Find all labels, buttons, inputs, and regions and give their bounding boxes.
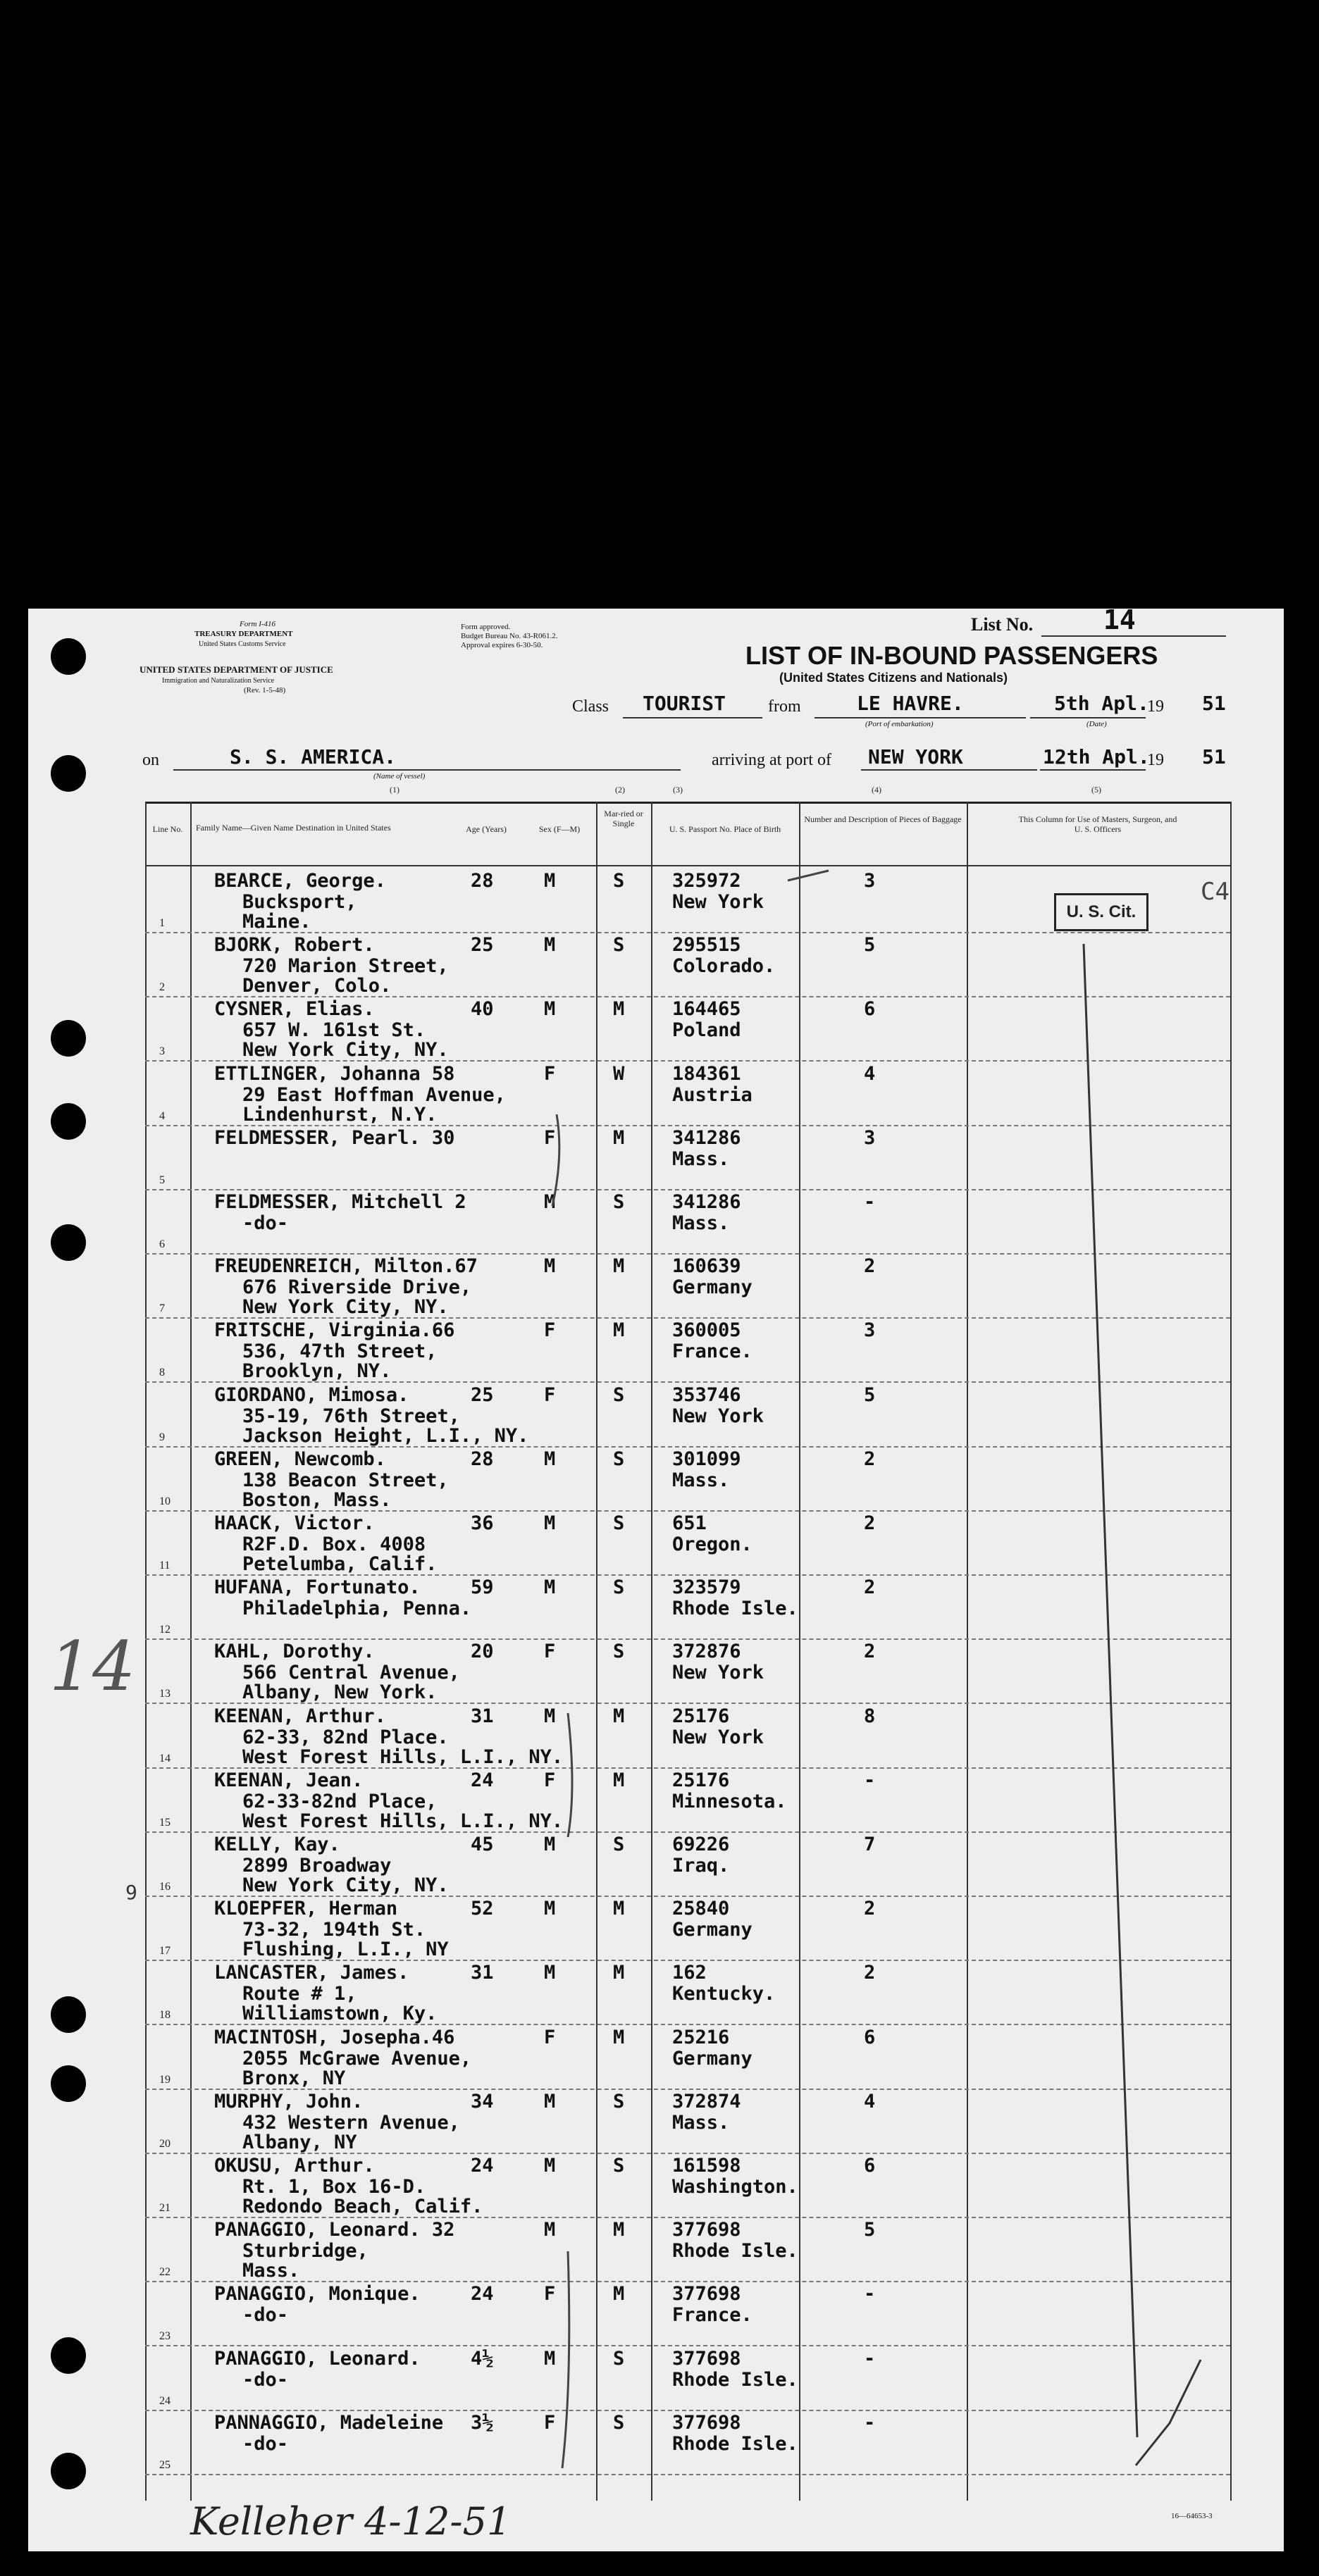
passenger-marital-status: S xyxy=(613,934,625,956)
baggage-count: 2 xyxy=(864,1962,876,1984)
passport-number: 377698 xyxy=(672,2412,741,2434)
header-officers: This Column for Use of Masters, Surgeon, and U. S. Officers xyxy=(1018,814,1177,834)
class-value: TOURIST xyxy=(643,692,726,715)
line-number: 8 xyxy=(159,1367,165,1379)
col-num-2: (2) xyxy=(615,785,625,795)
passenger-address-2: Denver, Colo. xyxy=(242,975,392,997)
place-of-birth: Rhode Isle. xyxy=(672,1598,798,1619)
col-num-4: (4) xyxy=(872,785,881,795)
arrival-date: 12th Apl. xyxy=(1043,745,1150,769)
inspector-signature: Kelleher 4-12-51 xyxy=(190,2499,512,2544)
passenger-name: ETTLINGER, Johanna 58 xyxy=(214,1063,455,1085)
passport-number: 377698 xyxy=(672,2219,741,2241)
line-number: 17 xyxy=(159,1945,171,1957)
departure-year: 51 xyxy=(1202,692,1226,715)
passport-number: 295515 xyxy=(672,934,741,956)
place-of-birth: New York xyxy=(672,1662,764,1684)
passport-number: 377698 xyxy=(672,2283,741,2305)
passport-number: 184361 xyxy=(672,1063,741,1085)
margin-note-2: 9 xyxy=(125,1881,137,1904)
check-mark xyxy=(788,871,829,881)
footer-code: 16—64653-3 xyxy=(1171,2512,1213,2520)
passenger-address-2: New York City, NY. xyxy=(242,1874,449,1896)
passenger-age: 24 xyxy=(471,1769,494,1791)
place-of-birth: Oregon. xyxy=(672,1533,753,1555)
passenger-age: 36 xyxy=(471,1512,494,1534)
line-number: 13 xyxy=(159,1688,171,1700)
passenger-address-2: Albany, NY xyxy=(242,2132,357,2153)
passenger-name: PANNAGGIO, Madeleine xyxy=(214,2412,444,2434)
passenger-address-2: Bronx, NY xyxy=(242,2067,346,2089)
passport-number: 325972 xyxy=(672,870,741,892)
baggage-count: 2 xyxy=(864,1512,876,1534)
place-of-birth: Mass. xyxy=(672,1212,730,1234)
place-of-birth: Iraq. xyxy=(672,1855,730,1877)
passenger-address-1: -do- xyxy=(242,1212,289,1234)
passenger-sex: M xyxy=(544,870,556,892)
passenger-marital-status: S xyxy=(613,870,625,892)
passenger-sex: F xyxy=(544,1319,556,1341)
place-of-birth: New York xyxy=(672,891,764,913)
arrival-year: 51 xyxy=(1202,745,1226,769)
place-of-birth: Washington. xyxy=(672,2176,798,2198)
passenger-address-1: 2055 McGrawe Avenue, xyxy=(242,2048,472,2070)
passenger-sex: F xyxy=(544,1384,556,1406)
col-num-1: (1) xyxy=(390,785,400,795)
passenger-address-1: 536, 47th Street, xyxy=(242,1340,438,1362)
header-baggage: Number and Description of Pieces of Baggage xyxy=(804,814,962,824)
baggage-count: 4 xyxy=(864,1063,876,1085)
passenger-sex: M xyxy=(544,998,556,1020)
passenger-name: GREEN, Newcomb. xyxy=(214,1448,386,1470)
baggage-count: 2 xyxy=(864,1576,876,1598)
departure-century: 19 xyxy=(1147,697,1164,716)
passport-number: 341286 xyxy=(672,1191,741,1213)
baggage-count: 2 xyxy=(864,1448,876,1470)
passenger-sex: M xyxy=(544,2219,556,2241)
passenger-address-1: 62-33-82nd Place, xyxy=(242,1791,438,1812)
from-label: from xyxy=(768,697,801,716)
passenger-age: 31 xyxy=(471,1705,494,1727)
passenger-marital-status: S xyxy=(613,2412,625,2434)
passenger-address-1: 73-32, 194th St. xyxy=(242,1919,426,1941)
vessel-name: S. S. AMERICA. xyxy=(230,745,397,769)
passenger-marital-status: M xyxy=(613,2027,625,2048)
passenger-name: OKUSU, Arthur. xyxy=(214,2155,375,2177)
passenger-sex: M xyxy=(544,1705,556,1727)
margin-note: 14 xyxy=(49,1627,136,1706)
passenger-sex: M xyxy=(544,934,556,956)
passenger-sex: M xyxy=(544,2091,556,2113)
passenger-address-1: Rt. 1, Box 16-D. xyxy=(242,2176,426,2198)
passenger-sex: M xyxy=(544,1834,556,1855)
passenger-marital-status: M xyxy=(613,1962,625,1984)
passport-number: 372874 xyxy=(672,2091,741,2113)
passenger-marital-status: S xyxy=(613,1576,625,1598)
place-of-birth: Mass. xyxy=(672,2112,730,2134)
passenger-address-1: Route # 1, xyxy=(242,1983,357,2005)
passenger-address-2: Williamstown, Ky. xyxy=(242,2003,438,2024)
passenger-name: PANAGGIO, Leonard. xyxy=(214,2348,421,2370)
place-of-birth: France. xyxy=(672,2304,753,2326)
passenger-age: 3½ xyxy=(471,2412,494,2434)
baggage-count: - xyxy=(864,1191,876,1213)
place-of-birth: New York xyxy=(672,1726,764,1748)
baggage-count: 6 xyxy=(864,2027,876,2048)
baggage-count: 2 xyxy=(864,1641,876,1662)
passport-number: 353746 xyxy=(672,1384,741,1406)
header-name: Family Name—Given Name Destination in United States xyxy=(196,823,391,833)
passport-number: 160639 xyxy=(672,1255,741,1277)
baggage-count: 6 xyxy=(864,2155,876,2177)
customs-service: United States Customs Service xyxy=(199,640,286,648)
line-number: 23 xyxy=(159,2330,171,2342)
line-number: 7 xyxy=(159,1302,165,1314)
passenger-sex: M xyxy=(544,1512,556,1534)
bracket-mark xyxy=(568,1713,572,1837)
corner-note: C4 xyxy=(1201,878,1230,906)
passenger-address-2: Brooklyn, NY. xyxy=(242,1360,392,1382)
passenger-address-2: Albany, New York. xyxy=(242,1681,438,1703)
place-of-birth: Germany xyxy=(672,1919,753,1941)
passport-number: 301099 xyxy=(672,1448,741,1470)
passenger-marital-status: S xyxy=(613,1512,625,1534)
line-number: 15 xyxy=(159,1817,171,1829)
place-of-birth: Rhode Isle. xyxy=(672,2369,798,2391)
baggage-count: 6 xyxy=(864,998,876,1020)
passport-number: 372876 xyxy=(672,1641,741,1662)
passenger-marital-status: S xyxy=(613,1448,625,1470)
place-of-birth: Colorado. xyxy=(672,955,776,977)
line-number: 11 xyxy=(159,1560,171,1572)
passenger-sex: F xyxy=(544,2027,556,2048)
passenger-marital-status: M xyxy=(613,2283,625,2305)
place-of-birth: Kentucky. xyxy=(672,1983,776,2005)
passport-number: 341286 xyxy=(672,1127,741,1149)
col-num-5: (5) xyxy=(1091,785,1101,795)
form-number: Form I-416 xyxy=(240,620,276,628)
header-married: Mar-ried or Single xyxy=(604,809,643,828)
vessel-caption: (Name of vessel) xyxy=(373,772,426,780)
place-of-birth: Mass. xyxy=(672,1148,730,1170)
passport-number: 651 xyxy=(672,1512,707,1534)
passport-number: 164465 xyxy=(672,998,741,1020)
passenger-sex: F xyxy=(544,1127,556,1149)
passenger-age: 25 xyxy=(471,1384,494,1406)
passenger-address-2: New York City, NY. xyxy=(242,1296,449,1318)
departure-date: 5th Apl. xyxy=(1054,692,1149,715)
passenger-sex: F xyxy=(544,1641,556,1662)
baggage-count: 7 xyxy=(864,1834,876,1855)
line-number: 4 xyxy=(159,1110,165,1122)
baggage-count: 5 xyxy=(864,1384,876,1406)
passenger-name: HAACK, Victor. xyxy=(214,1512,375,1534)
passenger-address-1: -do- xyxy=(242,2433,289,2455)
line-number: 2 xyxy=(159,981,165,993)
place-of-birth: Germany xyxy=(672,2048,753,2070)
passenger-marital-status: M xyxy=(613,1898,625,1919)
passenger-name: FREUDENREICH, Milton.67 xyxy=(214,1255,478,1277)
baggage-count: - xyxy=(864,2283,876,2305)
header-line-no: Line No. xyxy=(152,824,183,834)
baggage-count: - xyxy=(864,2348,876,2370)
place-of-birth: Poland xyxy=(672,1019,741,1041)
passenger-name: FRITSCHE, Virginia.66 xyxy=(214,1319,455,1341)
line-number: 12 xyxy=(159,1624,171,1636)
passenger-marital-status: M xyxy=(613,998,625,1020)
passenger-sex: M xyxy=(544,2155,556,2177)
class-label: Class xyxy=(572,697,609,716)
passenger-marital-status: M xyxy=(613,2219,625,2241)
ins-service: Immigration and Naturalization Service xyxy=(162,677,275,685)
passport-number: 162 xyxy=(672,1962,707,1984)
justice-dept: UNITED STATES DEPARTMENT OF JUSTICE xyxy=(140,664,333,675)
baggage-count: 4 xyxy=(864,2091,876,2113)
passenger-name: HUFANA, Fortunato. xyxy=(214,1576,421,1598)
passenger-age: 34 xyxy=(471,2091,494,2113)
passenger-marital-status: S xyxy=(613,1384,625,1406)
passenger-marital-status: M xyxy=(613,1127,625,1149)
passenger-sex: F xyxy=(544,1063,556,1085)
passenger-sex: M xyxy=(544,1255,556,1277)
date-caption: (Date) xyxy=(1086,720,1107,728)
baggage-count: 3 xyxy=(864,1319,876,1341)
passenger-marital-status: M xyxy=(613,1255,625,1277)
passport-number: 25840 xyxy=(672,1898,730,1919)
passenger-marital-status: S xyxy=(613,2155,625,2177)
passenger-address-1: -do- xyxy=(242,2369,289,2391)
passenger-marital-status: S xyxy=(613,1191,625,1213)
passenger-sex: F xyxy=(544,1769,556,1791)
passport-number: 377698 xyxy=(672,2348,741,2370)
baggage-count: 3 xyxy=(864,1127,876,1149)
passenger-name: KAHL, Dorothy. xyxy=(214,1641,375,1662)
passenger-age: 4½ xyxy=(471,2348,494,2370)
passenger-marital-status: S xyxy=(613,1834,625,1855)
header-sex: Sex (F—M) xyxy=(538,824,581,834)
arriving-label: arriving at port of xyxy=(712,751,831,769)
passenger-address-2: Mass. xyxy=(242,2260,300,2282)
place-of-birth: Mass. xyxy=(672,1469,730,1491)
passenger-age: 25 xyxy=(471,934,494,956)
passenger-marital-status: S xyxy=(613,1641,625,1662)
arrival-port: NEW YORK xyxy=(868,745,963,769)
passenger-name: BJORK, Robert. xyxy=(214,934,375,956)
place-of-birth: France. xyxy=(672,1340,753,1362)
baggage-count: - xyxy=(864,1769,876,1791)
passenger-address-2: Jackson Height, L.I., NY. xyxy=(242,1425,529,1447)
passenger-age: 24 xyxy=(471,2283,494,2305)
check-mark xyxy=(1136,2360,1201,2465)
line-number: 6 xyxy=(159,1238,165,1250)
port-caption: (Port of embarkation) xyxy=(865,720,934,728)
revision: (Rev. 1-5-48) xyxy=(244,686,286,695)
passenger-address-1: R2F.D. Box. 4008 xyxy=(242,1533,426,1555)
passenger-sex: M xyxy=(544,1191,556,1213)
passenger-sex: M xyxy=(544,1962,556,1984)
header-age: Age (Years) xyxy=(466,824,507,834)
passenger-marital-status: S xyxy=(613,2348,625,2370)
passenger-address-2: Petelumba, Calif. xyxy=(242,1553,438,1575)
passenger-age: 24 xyxy=(471,2155,494,2177)
line-number: 20 xyxy=(159,2138,171,2150)
passenger-name: MURPHY, John. xyxy=(214,2091,364,2113)
bracket-mark xyxy=(552,1114,559,1206)
passenger-age: 40 xyxy=(471,998,494,1020)
passenger-name: MACINTOSH, Josepha.46 xyxy=(214,2027,455,2048)
line-number: 10 xyxy=(159,1495,171,1507)
passenger-marital-status: W xyxy=(613,1063,625,1085)
approval-line-2: Budget Bureau No. 43-R061.2. xyxy=(461,632,558,640)
line-number: 21 xyxy=(159,2202,171,2214)
passenger-name: FELDMESSER, Pearl. 30 xyxy=(214,1127,455,1149)
passenger-age: 28 xyxy=(471,1448,494,1470)
passenger-sex: M xyxy=(544,1448,556,1470)
line-number: 22 xyxy=(159,2266,171,2278)
line-number: 9 xyxy=(159,1431,165,1443)
passenger-name: FELDMESSER, Mitchell 2 xyxy=(214,1191,466,1213)
passport-number: 323579 xyxy=(672,1576,741,1598)
passenger-address-1: 62-33, 82nd Place. xyxy=(242,1726,449,1748)
baggage-count: 5 xyxy=(864,2219,876,2241)
passenger-address-1: Bucksport, xyxy=(242,891,357,913)
passenger-address-1: 2899 Broadway xyxy=(242,1855,392,1877)
passenger-sex: F xyxy=(544,2283,556,2305)
place-of-birth: Rhode Isle. xyxy=(672,2433,798,2455)
line-number: 18 xyxy=(159,2009,171,2021)
place-of-birth: Minnesota. xyxy=(672,1791,787,1812)
from-value: LE HAVRE. xyxy=(857,692,964,715)
passenger-sex: F xyxy=(544,2412,556,2434)
passenger-address-1: 138 Beacon Street, xyxy=(242,1469,449,1491)
passenger-name: PANAGGIO, Leonard. 32 xyxy=(214,2219,455,2241)
line-number: 19 xyxy=(159,2074,171,2086)
vertical-tick-line xyxy=(1084,944,1137,2437)
line-number: 16 xyxy=(159,1881,171,1893)
passenger-address-1: Sturbridge, xyxy=(242,2240,369,2262)
passport-number: 25216 xyxy=(672,2027,730,2048)
passenger-address-1: 432 Western Avenue, xyxy=(242,2112,460,2134)
passport-number: 69226 xyxy=(672,1834,730,1855)
passenger-name: LANCASTER, James. xyxy=(214,1962,409,1984)
passenger-sex: M xyxy=(544,1576,556,1598)
on-label: on xyxy=(142,751,159,769)
baggage-count: 8 xyxy=(864,1705,876,1727)
passport-number: 161598 xyxy=(672,2155,741,2177)
baggage-count: 2 xyxy=(864,1898,876,1919)
col-num-3: (3) xyxy=(673,785,683,795)
passenger-address-1: 566 Central Avenue, xyxy=(242,1662,460,1684)
passenger-sex: M xyxy=(544,1898,556,1919)
line-number: 14 xyxy=(159,1753,171,1765)
passenger-name: KELLY, Kay. xyxy=(214,1834,340,1855)
passenger-age: 45 xyxy=(471,1834,494,1855)
passport-number: 25176 xyxy=(672,1769,730,1791)
passenger-name: KLOEPFER, Herman xyxy=(214,1898,398,1919)
line-number: 3 xyxy=(159,1045,165,1057)
passenger-marital-status: M xyxy=(613,1705,625,1727)
place-of-birth: Germany xyxy=(672,1276,753,1298)
passenger-name: KEENAN, Jean. xyxy=(214,1769,364,1791)
passenger-age: 52 xyxy=(471,1898,494,1919)
passport-number: 25176 xyxy=(672,1705,730,1727)
passenger-address-1: 657 W. 161st St. xyxy=(242,1019,426,1041)
passenger-address-1: 676 Riverside Drive, xyxy=(242,1276,472,1298)
passenger-age: 59 xyxy=(471,1576,494,1598)
place-of-birth: Rhode Isle. xyxy=(672,2240,798,2262)
passenger-address-1: 35-19, 76th Street, xyxy=(242,1405,460,1427)
form-title: LIST OF IN-BOUND PASSENGERS xyxy=(745,641,1158,670)
passenger-address-1: 29 East Hoffman Avenue, xyxy=(242,1084,506,1106)
bracket-mark xyxy=(562,2251,569,2468)
passenger-address-1: -do- xyxy=(242,2304,289,2326)
passenger-name: BEARCE, George. xyxy=(214,870,386,892)
treasury-dept: TREASURY DEPARTMENT xyxy=(194,630,293,638)
passenger-address-2: Flushing, L.I., NY xyxy=(242,1939,449,1960)
line-number: 5 xyxy=(159,1174,165,1186)
place-of-birth: New York xyxy=(672,1405,764,1427)
passenger-age: 28 xyxy=(471,870,494,892)
passenger-address-1: Philadelphia, Penna. xyxy=(242,1598,472,1619)
line-number: 24 xyxy=(159,2395,171,2407)
passenger-age: 20 xyxy=(471,1641,494,1662)
approval-line-3: Approval expires 6-30-50. xyxy=(461,641,543,649)
passenger-address-2: West Forest Hills, L.I., NY. xyxy=(242,1746,564,1768)
passenger-name: KEENAN, Arthur. xyxy=(214,1705,386,1727)
us-citizen-stamp: U. S. Cit. xyxy=(1054,893,1148,931)
passenger-address-1: 720 Marion Street, xyxy=(242,955,449,977)
passenger-marital-status: S xyxy=(613,2091,625,2113)
place-of-birth: Austria xyxy=(672,1084,753,1106)
passenger-address-2: Lindenhurst, N.Y. xyxy=(242,1104,438,1126)
passenger-address-2: Maine. xyxy=(242,911,311,933)
approval-line-1: Form approved. xyxy=(461,623,511,631)
passenger-sex: M xyxy=(544,2348,556,2370)
passenger-address-2: Boston, Mass. xyxy=(242,1489,392,1511)
line-number: 25 xyxy=(159,2459,171,2471)
line-number: 1 xyxy=(159,917,165,929)
passenger-address-2: West Forest Hills, L.I., NY. xyxy=(242,1810,564,1832)
passenger-name: GIORDANO, Mimosa. xyxy=(214,1384,409,1406)
passenger-marital-status: M xyxy=(613,1769,625,1791)
passenger-name: CYSNER, Elias. xyxy=(214,998,375,1020)
baggage-count: 5 xyxy=(864,934,876,956)
passenger-name: PANAGGIO, Monique. xyxy=(214,2283,421,2305)
passport-number: 360005 xyxy=(672,1319,741,1341)
passenger-marital-status: M xyxy=(613,1319,625,1341)
arrival-century: 19 xyxy=(1147,751,1164,769)
baggage-count: - xyxy=(864,2412,876,2434)
baggage-count: 3 xyxy=(864,870,876,892)
form-subtitle: (United States Citizens and Nationals) xyxy=(779,671,1008,685)
passenger-age: 31 xyxy=(471,1962,494,1984)
list-no-value: 14 xyxy=(1103,604,1136,635)
header-passport: U. S. Passport No. Place of Birth xyxy=(669,824,781,834)
passenger-address-2: Redondo Beach, Calif. xyxy=(242,2196,483,2217)
list-no-label: List No. xyxy=(971,614,1034,635)
baggage-count: 2 xyxy=(864,1255,876,1277)
passenger-address-2: New York City, NY. xyxy=(242,1039,449,1061)
